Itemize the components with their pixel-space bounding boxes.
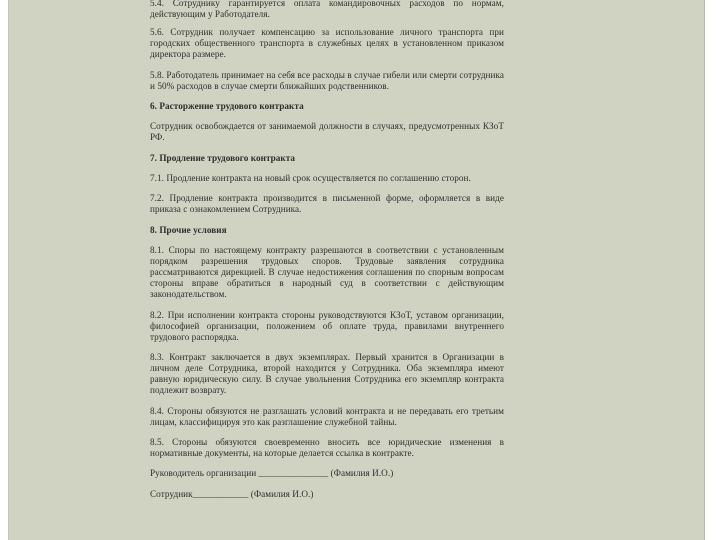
contract-text [150,0,504,500]
paragraph-6: Сотрудник освобождается от занимаемой должности в случаях, предусмотренных КЗоТ РФ. [150,121,504,143]
scanned-page [8,0,705,540]
section-heading-6: 6. Расторжение трудового контракта [150,101,304,112]
paragraph-7-1: 7.1. Продление контракта на новый срок осуществляется по соглашению сторон. [150,172,471,183]
paragraph-8-1: 8.1. Споры по настоящему контракту разрешаются в соответствии с установленным порядком разрешения трудовых споров. Трудовые заявления сотрудника рассматриваются дирекцией. В случае недостижения соглашения по спорным вопросам стороны вправе обратиться в народный суд в соответствии с действующим законодательством. [150,244,504,300]
paragraph-8-4: 8.4. Стороны обязуются не разглашать условий контракта и не передавать его третьим лицам, классифицируя это как разглашение служебной тайны. [150,405,504,427]
section-heading-8: 8. Прочие условия [150,224,227,235]
signature-head: Руководитель организации _______________ (Фамилия И.О.) [150,468,394,479]
paragraph-5-6: 5.6. Сотрудник получает компенсацию за использование личного транспорта при городских общественного транспорта в служебных целях в установленном приказом директора размере. [150,27,504,60]
paragraph-5-8: 5.8. Работодатель принимает на себя все расходы в случае гибели или смерти сотрудника и 50% расходов в случае смерти ближайших родственников. [150,69,504,91]
paragraph-8-3: 8.3. Контракт заключается в двух экземплярах. Первый хранится в Организации в личном деле Сотрудника, второй находится у Сотрудника. Оба экземпляра имеют равную юридическую силу. В случае увольнения Сотрудника его экземпляр контракта подлежит возврату. [150,352,504,396]
signature-employee: Сотрудник____________ (Фамилия И.О.) [150,488,314,499]
section-heading-7: 7. Продление трудового контракта [150,152,296,163]
paragraph-7-2: 7.2. Продление контракта производится в письменной форме, оформляется в виде приказа с ознакомлением Сотрудника. [150,193,504,215]
paragraph-8-2: 8.2. При исполнении контракта стороны руководствуются КЗоТ, уставом организации, философией организации, положением об оплате труда, правилами внутреннего трудового распорядка. [150,309,504,342]
paragraph-8-5: 8.5. Стороны обязуются своевременно вносить все юридические изменения в нормативные документы, на которые делается ссылка в контракте. [150,436,504,459]
paragraph-5-4: 5.4. Сотруднику гарантируется оплата командировочных расходов по нормам, действующим у Работодателя. [150,0,504,20]
